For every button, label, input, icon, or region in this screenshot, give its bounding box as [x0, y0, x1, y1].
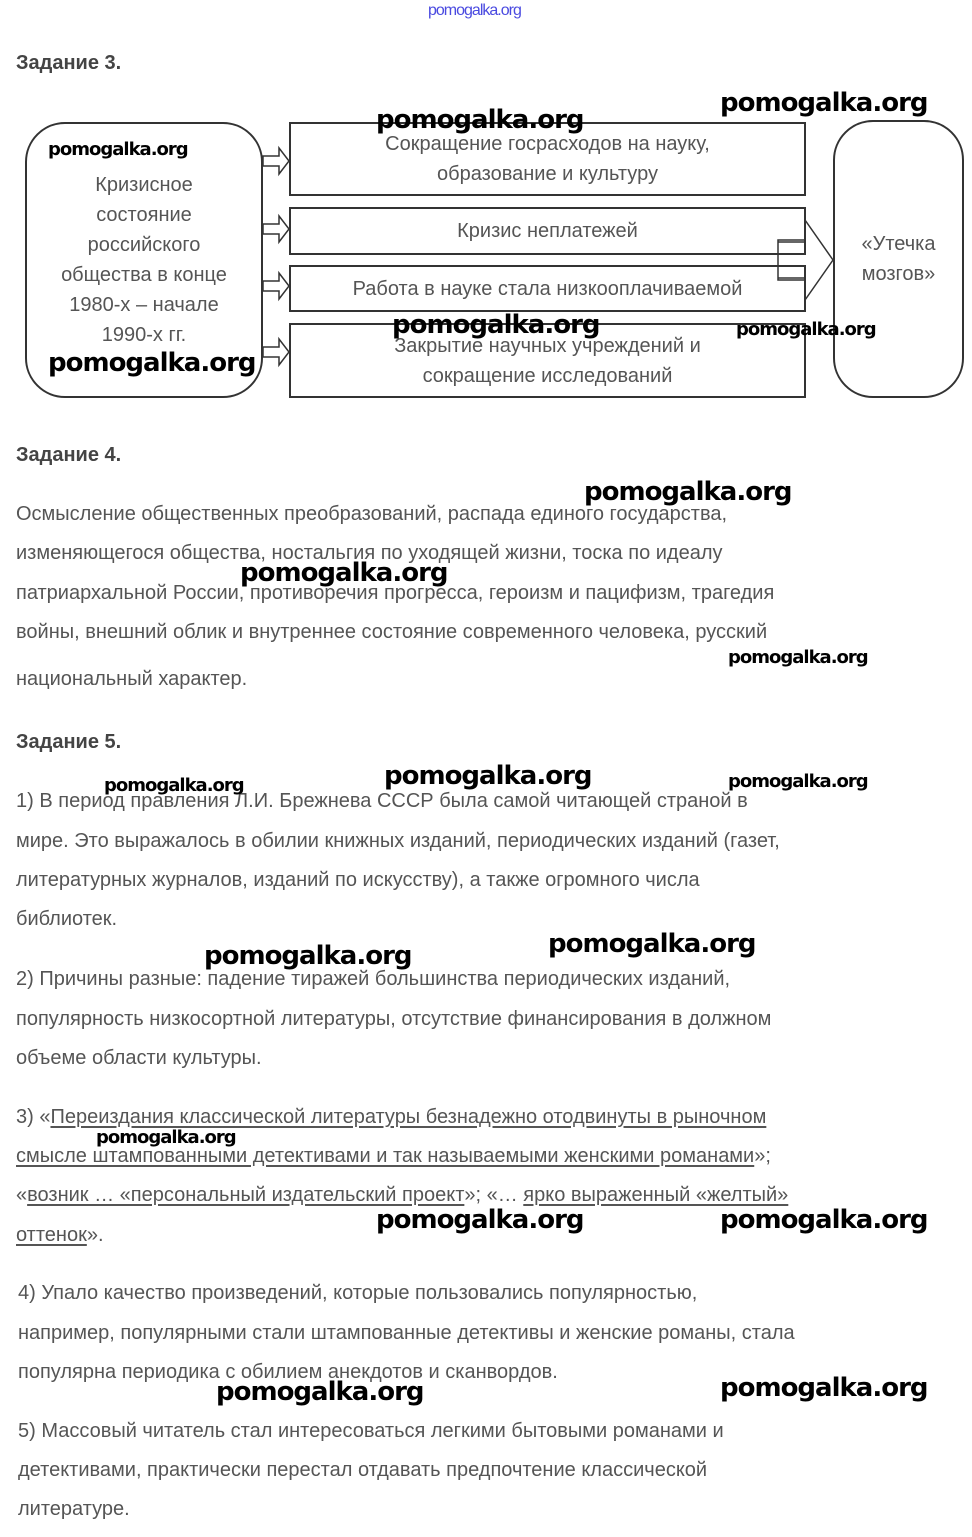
right-box: «Утечка мозгов»: [833, 120, 964, 398]
left-box: Кризисное состояние российского общества в конце 1980-х – начале 1990-х гг.: [25, 122, 263, 398]
task5-title: Задание 5.: [16, 731, 122, 753]
answer3-line: [16, 1224, 104, 1247]
middle-box-4: Закрытие научных учреждений и сокращение исследований: [289, 323, 806, 398]
answer2-line: 2) Причины разные: падение тиражей большинства периодических изданий,: [16, 968, 731, 990]
task4-line: патриархальной России, противоречия прогресса, героизм и пацифизм, трагедия: [16, 582, 775, 604]
answer4-line: 4) Упало качество произведений, которые пользовались популярностью,: [18, 1282, 698, 1304]
watermark: pomogalka.org: [48, 348, 256, 378]
quote: возник … «персональный издательский проект: [27, 1184, 465, 1206]
answer5-line: литературе.: [18, 1498, 130, 1520]
task3-title: Задание 3.: [16, 52, 122, 74]
text: 3) «: [16, 1106, 51, 1128]
task4-line: изменяющегося общества, ностальгия по уходящей жизни, тоска по идеалу: [16, 542, 723, 564]
watermark: pomogalka.org: [728, 647, 868, 668]
answer5-line: детективами, практически перестал отдавать предпочтение классической: [18, 1459, 708, 1481]
watermark: pomogalka.org: [548, 929, 756, 959]
watermark: pomogalka.org: [376, 1205, 584, 1235]
task4-line: национальный характер.: [16, 668, 248, 690]
task4-line: войны, внешний облик и внутреннее состояние современного человека, русский: [16, 621, 768, 643]
watermark: pomogalka.org: [720, 1205, 928, 1235]
watermark: pomogalka.org: [392, 310, 600, 340]
watermark: pomogalka.org: [240, 558, 448, 588]
quote: смысле штампованными детективами и так называемыми женскими романами: [16, 1145, 755, 1167]
text: »;: [754, 1145, 771, 1167]
quote: ярко выраженный «желтый»: [523, 1184, 789, 1206]
watermark: pomogalka.org: [216, 1377, 424, 1407]
watermark: pomogalka.org: [376, 105, 584, 135]
task4-title: Задание 4.: [16, 444, 122, 466]
answer4-line: например, популярными стали штампованные детективы и женские романы, стала: [18, 1322, 795, 1344]
watermark: pomogalka.org: [104, 775, 244, 796]
text: «: [16, 1184, 28, 1206]
watermark: pomogalka.org: [96, 1127, 236, 1148]
middle-box-1: Сокращение госрасходов на науку, образование и культуру: [289, 122, 806, 196]
text: ».: [86, 1224, 104, 1246]
middle-box-2: Кризис неплатежей: [289, 207, 806, 255]
watermark: pomogalka.org: [384, 761, 592, 791]
answer3-line: [16, 1145, 771, 1168]
answer2-line: объеме области культуры.: [16, 1047, 262, 1069]
watermark: pomogalka.org: [204, 941, 412, 971]
answer1-line: библиотек.: [16, 908, 118, 930]
header-link[interactable]: pomogalka.org: [428, 2, 521, 19]
quote: Переиздания классической литературы безнадежно отодвинуты в рыночном: [50, 1106, 767, 1128]
middle-box-3: Работа в науке стала низкооплачиваемой: [289, 265, 806, 312]
quote: оттенок: [16, 1224, 87, 1246]
watermark: pomogalka.org: [720, 88, 928, 118]
watermark: pomogalka.org: [720, 1373, 928, 1403]
answer1-line: мире. Это выражалось в обилии книжных изданий, периодических изданий (газет,: [16, 830, 780, 852]
task4-line: Осмысление общественных преобразований, распада единого государства,: [16, 503, 728, 525]
answer5-line: 5) Массовый читатель стал интересоваться легкими бытовыми романами и: [18, 1420, 724, 1442]
watermark: pomogalka.org: [584, 477, 792, 507]
watermark: pomogalka.org: [728, 771, 868, 792]
watermark: pomogalka.org: [48, 139, 188, 160]
answer3-line: [16, 1106, 766, 1129]
watermark: pomogalka.org: [736, 319, 876, 340]
answer3-line: [16, 1184, 788, 1207]
answer4-line: популярна периодика с обилием анекдотов и сканвордов.: [18, 1361, 558, 1383]
answer1-line: 1) В период правления Л.И. Брежнева СССР была самой читающей страной в: [16, 790, 748, 812]
answer1-line: литературных журналов, изданий по искусству), а также огромного числа: [16, 869, 700, 891]
text: »; «…: [464, 1184, 524, 1206]
answer2-line: популярность низкосортной литературы, отсутствие финансирования в должном: [16, 1008, 772, 1030]
